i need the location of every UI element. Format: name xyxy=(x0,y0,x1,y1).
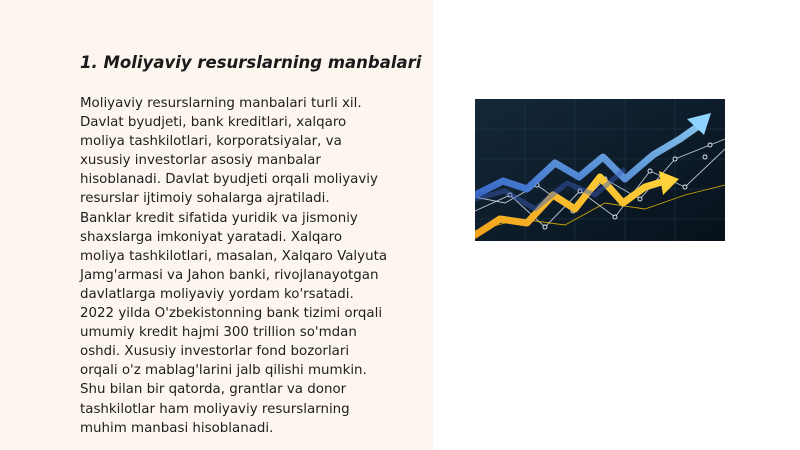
paragraph-line: oshdi. Xususiy investorlar fond bozorlari xyxy=(80,344,350,360)
paragraph-line: tashkilotlar ham moliyaviy resurslarning xyxy=(80,401,350,417)
paragraph-line: moliya tashkilotlari, korporatsiyalar, va xyxy=(80,134,342,150)
paragraph-line: Shu bilan bir qatorda, grantlar va donor xyxy=(80,382,347,398)
paragraph-line: resurslar ijtimoiy sohalarga ajratiladi. xyxy=(80,191,330,207)
paragraph-line: muhim manbasi hisoblanadi. xyxy=(80,420,274,436)
slide-heading: 1. Moliyaviy resurslarning manbalari xyxy=(80,53,422,72)
paragraph-line: xususiy investorlar asosiy manbalar xyxy=(80,153,321,169)
paragraph-line: hisoblanadi. Davlat byudjeti orqali moliyaviy xyxy=(80,172,378,188)
paragraph-line: Jamg'armasi va Jahon banki, rivojlanayotgan xyxy=(80,267,379,283)
paragraph-line: umumiy kredit hajmi 300 trillion so'mdan xyxy=(80,325,357,341)
slide-paragraph xyxy=(80,94,425,438)
paragraph-line: Davlat byudjeti, bank kreditlari, xalqaro xyxy=(80,115,347,131)
growth-arrows-image xyxy=(475,99,725,241)
paragraph-line: davlatlarga moliyaviy yordam ko'rsatadi. xyxy=(80,286,354,302)
paragraph-line: Moliyaviy resurslarning manbalari turli xil. xyxy=(80,96,362,111)
paragraph-line: shaxslarga imkoniyat yaratadi. Xalqaro xyxy=(80,229,343,245)
paragraph-line: Banklar kredit sifatida yuridik va jismoniy xyxy=(80,210,358,226)
paragraph-line: moliya tashkilotlari, masalan, Xalqaro Valyuta xyxy=(80,248,388,264)
paragraph-line: orqali o'z mablag'larini jalb qilishi mumkin. xyxy=(80,363,367,379)
paragraph-line: 2022 yilda O'zbekistonning bank tizimi orqali xyxy=(80,306,383,322)
